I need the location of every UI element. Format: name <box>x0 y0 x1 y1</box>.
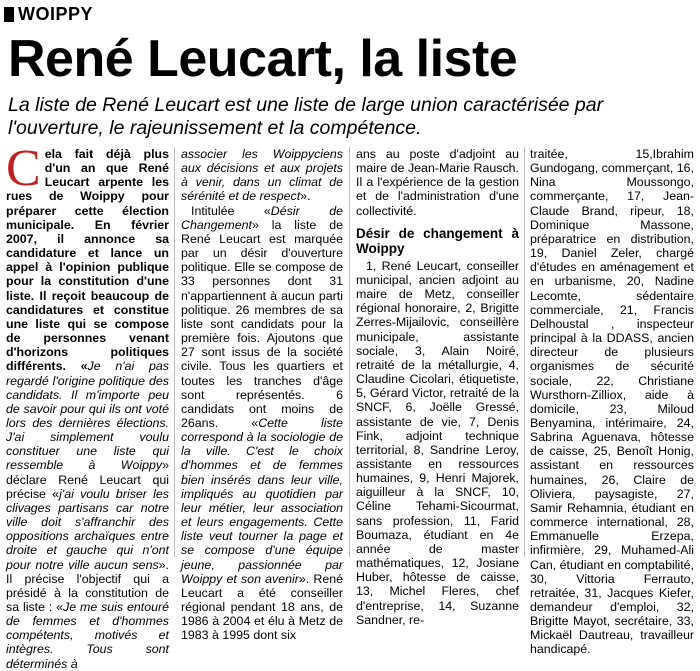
subheading: Désir de changement à Woippy <box>356 225 519 256</box>
body-text: ». René Leucart a été conseiller régional pendant 18 ans, de 1986 à 2004 et élu à Metz de 1983 à 1995 dont six <box>181 571 343 643</box>
body-text: Intitulée « <box>191 203 271 218</box>
body-text: » déclare René Leucart qui précise « <box>6 458 169 501</box>
paragraph <box>6 140 170 671</box>
candidate-list: traitée, 15,Ibrahim Gundogang, commerçant, 16, Nina Moussongo, commerçante, 17, Jean-Claude Brand, ripeur, 18, Dominique Massone, préparatrice en distribution, 19, Daniel Zeler, chargé d'études en aménagement et en urbanisme, 20, Nadine Lecomte, sédentaire commerciale, 21, Francis Delhoustal , inspecteur principal à la DDASS, ancien directeur de plusieurs organismes de sécurité sociale, 22, Christiane Wursthorn-Zilliox, aide à domicile, 23, Miloud Benyamina, intérimaire, 24, Sabrina Aguenava, hôtesse de caisse, 25, Benoît Honig, assistant en ressources humaines, 26, Claire de Oliviera, paysagiste, 27, Samir Rehamnia, étudiant en commerce international, 28, Emmanuelle Erzepa, infirmière, 29, Muhamed-Ali Can, étudiant en comptabilité, 30, Vittoria Ferrauto, retraitée, 31, Jacques Kiefer, demandeur d'emploi, 32, Brigitte Mayot, secrétaire, 33, Mickaël Dautreau, travailleur handicapé. <box>530 147 694 657</box>
section-marker <box>4 7 14 22</box>
paragraph <box>181 147 343 204</box>
paragraph <box>181 204 343 643</box>
quote: Désir de Changement <box>181 203 343 232</box>
quote: j'ai voulu briser les clivages partisans car notre ville doit s'affranchir des oppositions archaïques entre droite et gauche qui n'ont pour notre ville aucun sens <box>6 486 169 572</box>
lead-text: ela fait déjà plus d'un an que René Leucart arpente les rues de Woippy pour préparer cette élection municipale. En février 2007, il annonce sa candidature et lance un appel à l'opinion publique pour la constitution d'une liste. Il reçoit beaucoup de candidatures et constitue une liste qui se compose de personnes venant d'horizons politiques différents. « <box>6 147 169 374</box>
paragraph <box>530 147 694 657</box>
column-rule <box>174 147 175 557</box>
body-text: » la liste de René Leucart est marquée par un désir d'ouverture politique. Elle se compose de 33 personnes dont 31 n'appartiennent à aucun parti politique. 26 membres de sa liste sont candidats pour la première fois. Ajoutons que 27 sont issus de la société civile. Tous les quartiers et toutes les tranches d'âge sont représentés. 6 candidats ont moins de 26ans. « <box>181 217 343 430</box>
article-column-1 <box>6 140 170 671</box>
article-column-4 <box>530 147 694 657</box>
headline: René Leucart, la liste <box>8 30 518 88</box>
article-column-2 <box>181 147 343 642</box>
section-label: WOIPPY <box>18 4 94 24</box>
quote: Je me suis entouré de femmes et d'hommes compétents, motivés et intègres. Tous sont déterminés à <box>6 600 169 671</box>
section-header <box>4 5 93 23</box>
body-text: ». Il précise l'objectif qui a présidé à la constitution de sa liste : « <box>6 557 169 614</box>
column-rule <box>349 147 350 557</box>
quote: Je n'ai pas regardé l'origine politique des candidats. Il m'importe peu de savoir pour qui ils ont voté lors des dernières élections. J'ai simplement voulu constituer une liste qui ressemble à Woippy <box>6 359 170 473</box>
drop-cap: C <box>6 140 41 197</box>
paragraph <box>356 259 519 627</box>
column-rule <box>524 147 525 557</box>
body-text: ans au poste d'adjoint au maire de Jean-Marie Rausch. Il a l'expérience de la gestion et de l'administration d'une collectivité. <box>356 147 519 218</box>
standfirst: La liste de René Leucart est une liste de large union caractérisée par l'ouverture, le rajeunissement et la compétence. <box>8 94 604 139</box>
quote: Cette liste correspond à la sociologie de la ville. C'est le choix d'hommes et de femmes bien insérés dans leur ville, impliqués au quotidien par leur métier, leur association et leurs engagements. Cette liste veut tourner la page et se compose d'une équipe jeune, passionnée par Woippy et son avenir <box>181 415 343 586</box>
paragraph <box>356 147 519 218</box>
candidate-list: 1, René Leucart, conseiller municipal, ancien adjoint au maire de Metz, conseiller régional honoraire, 2, Brigitte Zerres-Mijailovic, conseillère municipale, assistante sociale, 3, Alain Noiré, retraité de la métallurgie, 4, Claudine Cicolari, étiquetiste, 5, Gérard Victor, retraité de la SNCF, 6, Joëlle Gressé, assistante de vie, 7, Denis Fink, adjoint technique territorial, 8, Sandrine Leroy, assistante en ressources humaines, 9, Henri Majorek, aiguilleur à la SNCF, 10, Céline Tehami-Sicourmat, sans profession, 11, Farid Boumaza, étudiant en 4e année de master mathématiques, 12, Josiane Huber, hôtesse de caisse, 13, Michel Fleres, chef d'entreprise, 14, Suzanne Sandner, re- <box>356 258 519 627</box>
body-text: ». <box>300 189 311 204</box>
article-column-3 <box>356 147 519 627</box>
quote: associer les Woippyciens aux décisions et aux projets à venir, dans un climat de sérénité et de respect <box>181 147 343 204</box>
